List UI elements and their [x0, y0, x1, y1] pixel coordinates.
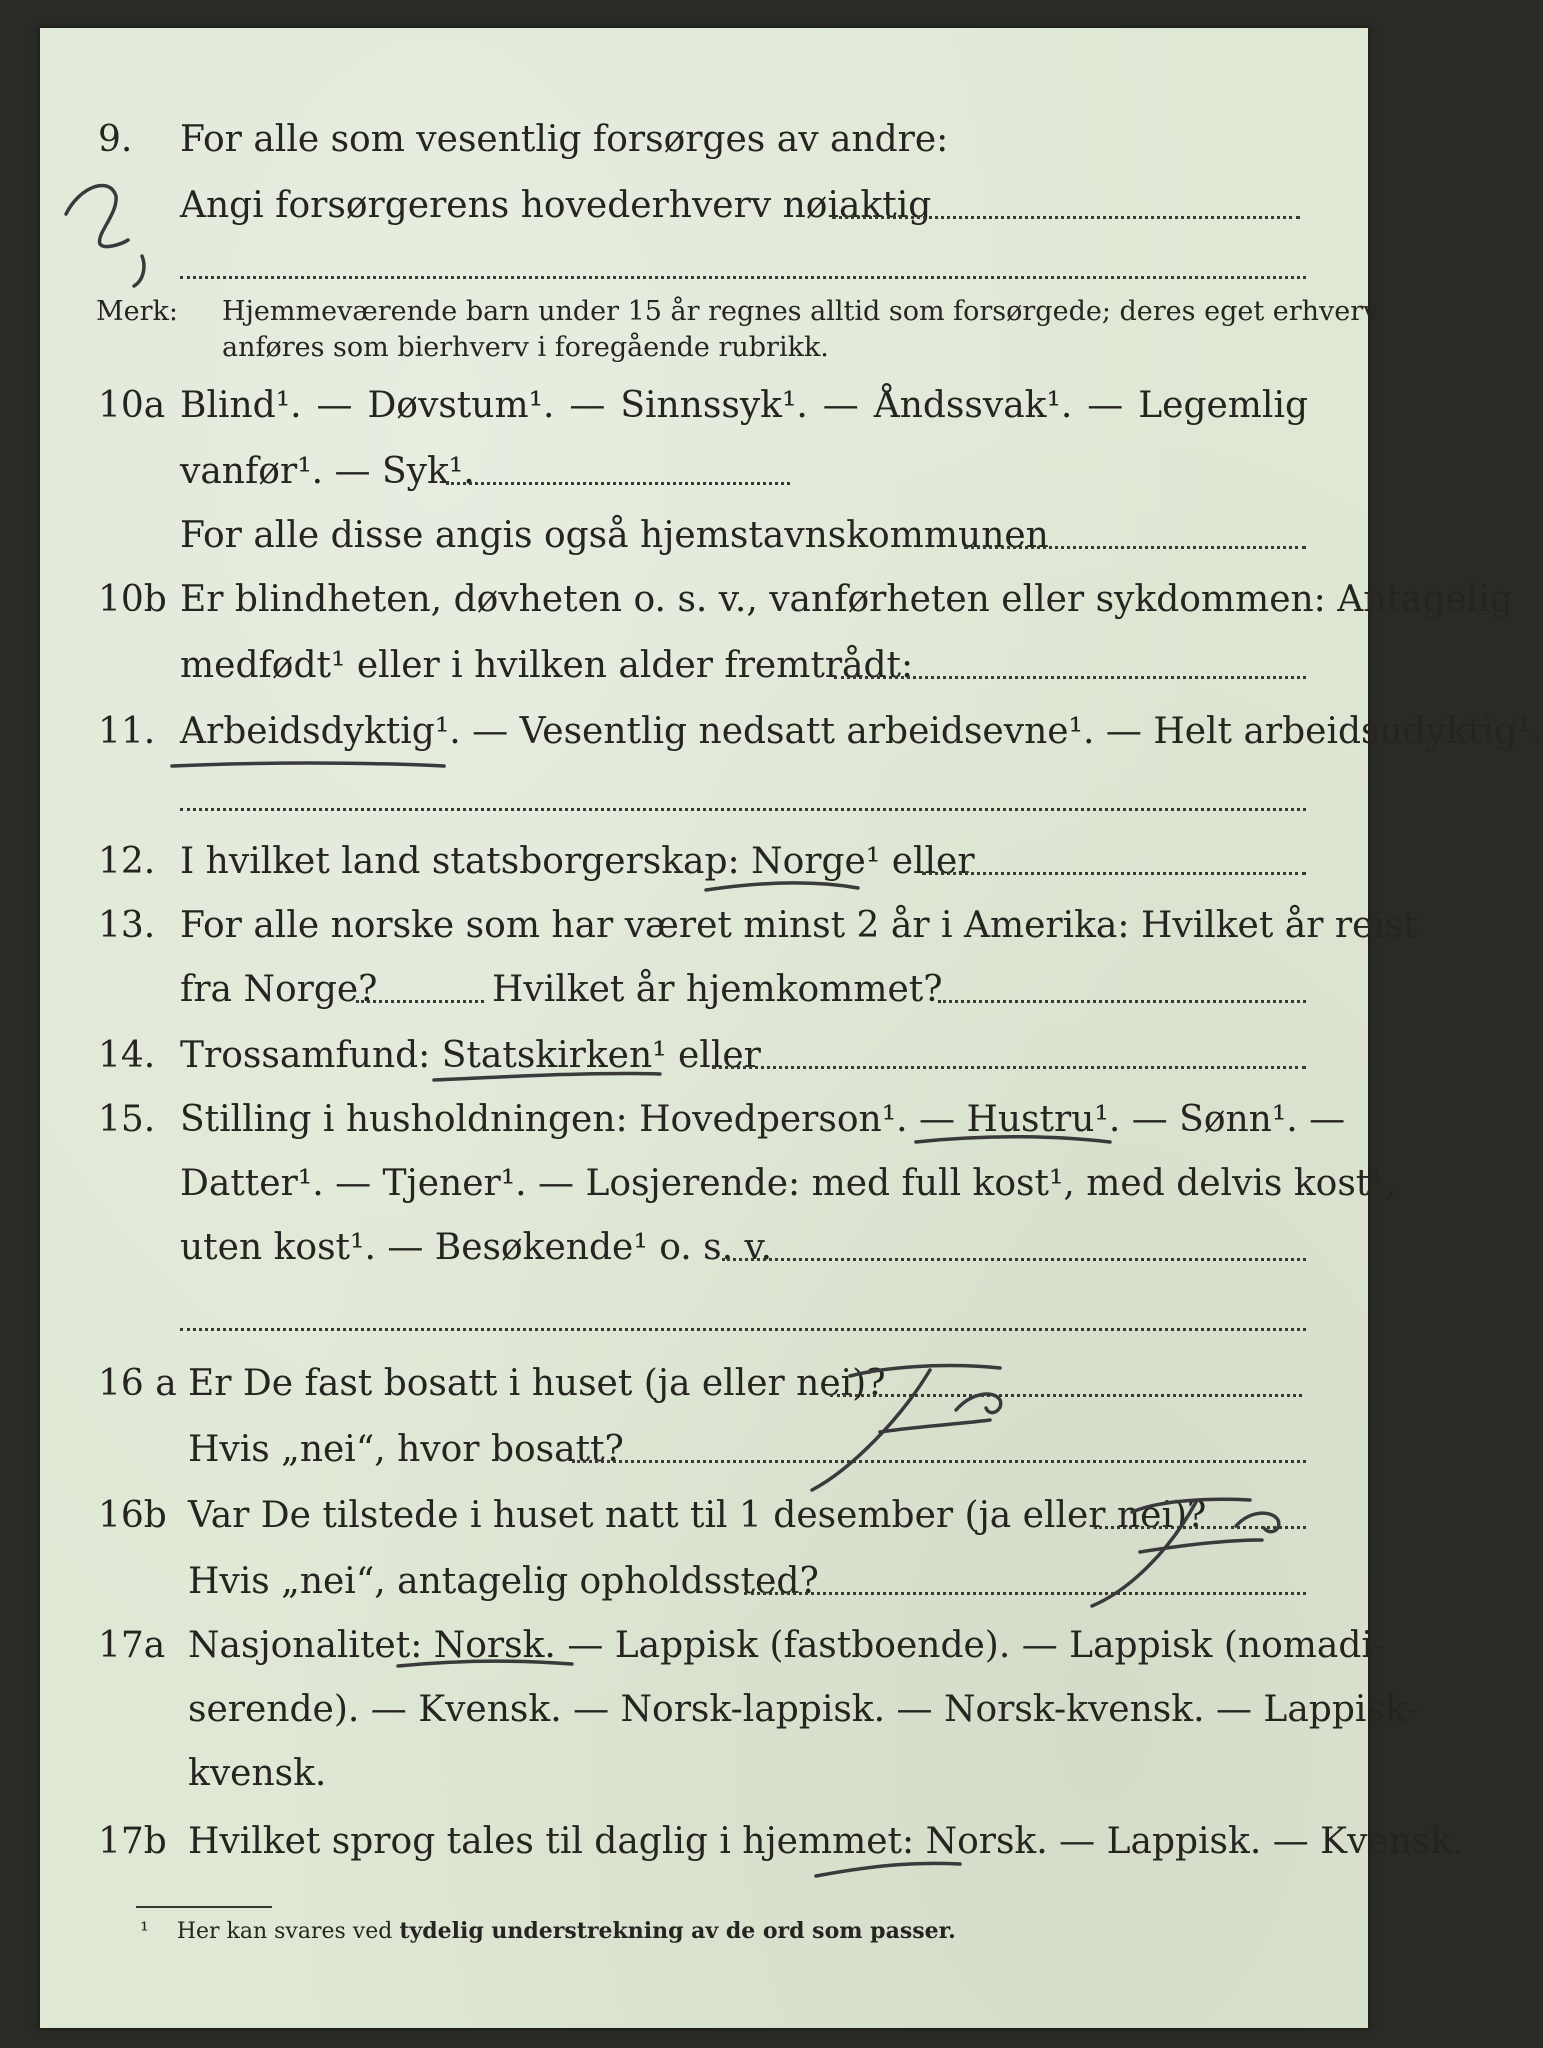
q15-text: Stilling i husholdningen: Hovedperson¹. — Hustru¹. — Sønn¹. — [180, 1099, 1346, 1140]
q12-row [0, 834, 1400, 890]
q14-row [0, 1028, 1400, 1084]
q9-row [0, 112, 1400, 168]
q15-text-2: Datter¹. — Tjener¹. — Losjerende: med full kost¹, med delvis kost¹, [180, 1163, 1397, 1204]
q16a-number: 16 a [98, 1363, 177, 1404]
q16b-row [0, 1488, 1400, 1544]
q16a-row-2 [0, 1422, 1400, 1478]
q13-text: For alle norske som har været minst 2 år i Amerika: Hvilket år reist [180, 905, 1418, 946]
merk-line-1: Hjemmeværende barn under 15 år regnes alltid som forsørgede; deres eget erhverv [222, 296, 1379, 327]
q10b-row-2 [0, 638, 1400, 694]
q11-row [0, 704, 1543, 760]
q17a-text: Nasjonalitet: Norsk. — Lappisk (fastboende). — Lappisk (nomadi- [188, 1625, 1386, 1666]
footnote-bold-text: tydelig understrekning av de ord som passer. [399, 1918, 956, 1944]
merk-label: Merk: [96, 296, 178, 327]
q10a-row [0, 378, 1400, 434]
q15-number: 15. [98, 1099, 156, 1140]
q16b-row-2 [0, 1554, 1400, 1610]
q10a-row-2 [0, 444, 1400, 500]
q13-year-left-field[interactable] [356, 1000, 484, 1003]
q16b-answer-field[interactable] [1094, 1526, 1306, 1529]
footnote [140, 1918, 956, 1944]
q16b-location-field[interactable] [744, 1592, 1306, 1595]
q16b-number: 16b [98, 1495, 167, 1536]
q10a-text: Blind¹. — Døvstum¹. — Sinnssyk¹. — Åndssvak¹. — Legemlig [180, 385, 1308, 426]
q14-number: 14. [98, 1035, 156, 1076]
q11-extra-field[interactable] [180, 808, 1306, 811]
q11-text: Arbeidsdyktig¹. — Vesentlig nedsatt arbeidsevne¹. — Helt arbeidsudyktig¹. [180, 711, 1543, 752]
q10a-home-municipality-field[interactable] [964, 546, 1306, 549]
q15-row-2 [0, 1156, 1400, 1212]
q15-extra-row [0, 1290, 1400, 1346]
q10b-row [0, 572, 1513, 628]
q15-text-3: uten kost¹. — Besøkende¹ o. s. v. [180, 1227, 773, 1268]
q9-extra-row [0, 238, 1400, 294]
q12-text: I hvilket land statsborgerskap: Norge¹ eller [180, 841, 975, 882]
q13-row [0, 898, 1418, 954]
q17a-row-3 [0, 1746, 1400, 1802]
q9-answer-row [0, 178, 1400, 234]
q17a-row [0, 1618, 1400, 1674]
q9-provider-label: Angi forsørgerens hovederhverv nøiaktig [180, 185, 932, 226]
q15-role-field[interactable] [722, 1258, 1306, 1261]
q16a-answer-field[interactable] [830, 1394, 1302, 1397]
q9-extra-field[interactable] [180, 276, 1306, 279]
footnote-mark: ¹ [140, 1919, 149, 1944]
q17b-number: 17b [98, 1821, 167, 1862]
footnote-text: Her kan svares ved [176, 1919, 393, 1944]
q17a-row-2 [0, 1682, 1419, 1738]
q9-answer-field[interactable] [832, 216, 1300, 219]
q13-return-label: Hvilket år hjemkommet? [492, 969, 943, 1010]
q16b-text-2: Hvis „nei“, antagelig opholdssted? [188, 1561, 819, 1602]
merk-line-2: anføres som bierhverv i foregående rubrikk. [222, 332, 829, 363]
q15-row [0, 1092, 1400, 1148]
q10b-text-2: medfødt¹ eller i hvilken alder fremtrådt: [180, 645, 914, 686]
q13-number: 13. [98, 905, 156, 946]
q10a-row-3 [0, 508, 1400, 564]
q16a-residence-field[interactable] [572, 1460, 1306, 1463]
q10a-text-2: vanfør¹. — Syk¹. [180, 451, 475, 492]
q17a-text-3: kvensk. [188, 1753, 327, 1794]
q11-number: 11. [98, 711, 156, 752]
q15-row-3 [0, 1220, 1400, 1276]
q10b-age-field[interactable] [834, 676, 1306, 679]
q9-text: For alle som vesentlig forsørges av andre: [180, 119, 949, 160]
q10a-sick-field[interactable] [446, 482, 790, 485]
q10b-number: 10b [98, 579, 167, 620]
q16a-text-2: Hvis „nei“, hvor bosatt? [188, 1429, 624, 1470]
q9-number: 9. [98, 119, 133, 160]
q17a-number: 17a [98, 1625, 166, 1666]
q12-number: 12. [98, 841, 156, 882]
q10a-number: 10a [98, 385, 166, 426]
q17b-text: Hvilket sprog tales til daglig i hjemmet: Norsk. — Lappisk. — Kvensk. [188, 1821, 1464, 1862]
q13-left-label: fra Norge? [180, 969, 378, 1010]
q17b-row [0, 1814, 1464, 1870]
q11-extra-row [0, 770, 1400, 826]
q13-year-returned-field[interactable] [938, 1000, 1306, 1003]
footnote-rule [136, 1906, 272, 1908]
q12-country-field[interactable] [922, 872, 1306, 875]
q16b-text: Var De tilstede i huset natt til 1 desember (ja eller nei)? [188, 1495, 1207, 1536]
q10b-text: Er blindheten, døvheten o. s. v., vanførheten eller sykdommen: Antagelig [180, 579, 1513, 620]
q14-denomination-field[interactable] [712, 1066, 1306, 1069]
q17a-text-2: serende). — Kvensk. — Norsk-lappisk. — Norsk-kvensk. — Lappisk- [188, 1689, 1419, 1730]
q16a-text: Er De fast bosatt i huset (ja eller nei)? [188, 1363, 886, 1404]
q10a-text-3: For alle disse angis også hjemstavnskommunen [180, 515, 1049, 556]
q15-extra-field[interactable] [180, 1328, 1306, 1331]
q16a-row [0, 1356, 1400, 1412]
q14-text: Trossamfund: Statskirken¹ eller [180, 1035, 761, 1076]
q13-row-2 [0, 962, 1400, 1018]
